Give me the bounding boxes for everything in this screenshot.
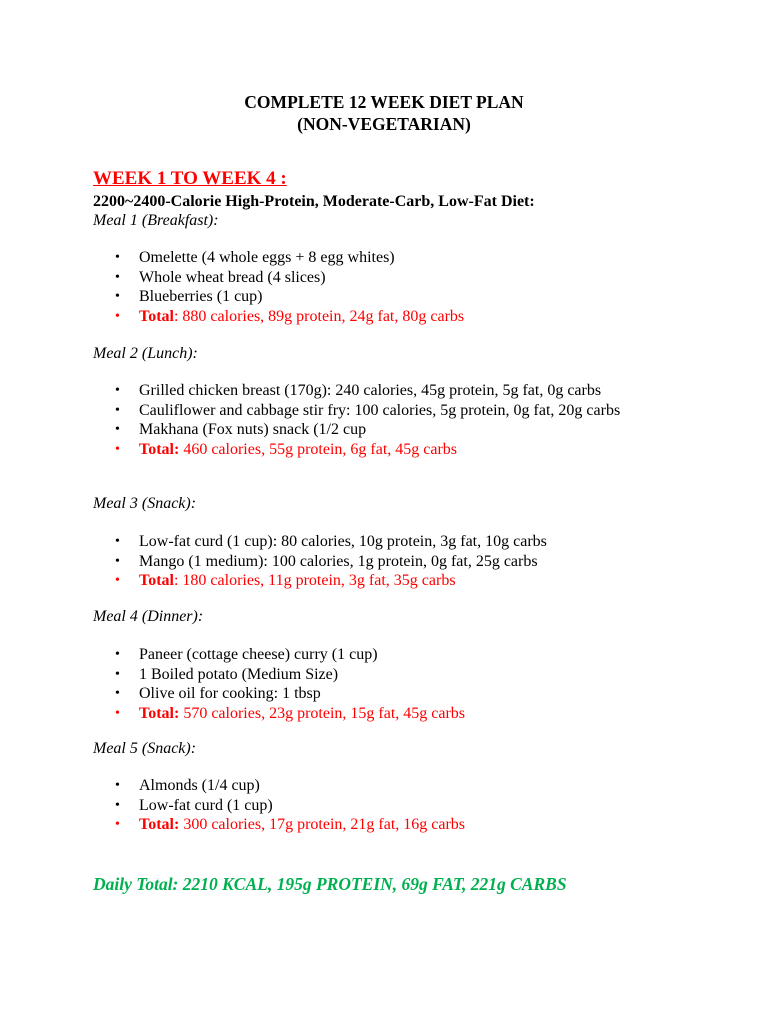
daily-total: Daily Total: 2210 KCAL, 195g PROTEIN, 69g FAT, 221g CARBS — [93, 874, 567, 894]
total-value: : 180 calories, 11g protein, 3g fat, 35g carbs — [173, 572, 456, 589]
list-item: • Mango (1 medium): 100 calories, 1g protein, 0g fat, 25g carbs — [93, 552, 693, 572]
meal-label-dinner: Meal 4 (Dinner): — [93, 608, 204, 625]
meal-items-snack-1 — [93, 532, 693, 591]
document-subtitle: (NON-VEGETARIAN) — [297, 114, 471, 134]
list-item: • Low-fat curd (1 cup) — [93, 796, 693, 816]
total-label: Total: — [139, 704, 180, 722]
meal-label-snack-1: Meal 3 (Snack): — [93, 495, 197, 512]
total-value: : 880 calories, 89g protein, 24g fat, 80g carbs — [173, 307, 465, 325]
week-heading: WEEK 1 TO WEEK 4 : — [93, 168, 287, 189]
total-value: 300 calories, 17g protein, 21g fat, 16g carbs — [179, 816, 466, 833]
meal-total — [93, 815, 693, 835]
list-item: • 1 Boiled potato (Medium Size) — [93, 665, 693, 685]
meal-label-snack-2: Meal 5 (Snack): — [93, 740, 197, 757]
total-value: 570 calories, 23g protein, 15g fat, 45g carbs — [179, 704, 466, 722]
list-item: • Omelette (4 whole eggs + 8 egg whites) — [93, 248, 693, 268]
meal-total — [93, 704, 693, 724]
list-item: • Low-fat curd (1 cup): 80 calories, 10g protein, 3g fat, 10g carbs — [93, 532, 693, 552]
meal-items-dinner — [93, 645, 693, 723]
meal-label-breakfast: Meal 1 (Breakfast): — [93, 212, 219, 229]
list-item: • Olive oil for cooking: 1 tbsp — [93, 684, 693, 704]
total-label: Total: — [139, 440, 180, 458]
total-label: Total — [139, 572, 174, 589]
meal-items-breakfast — [93, 248, 693, 326]
list-item: • Almonds (1/4 cup) — [93, 776, 693, 796]
diet-subheading: 2200~2400-Calorie High-Protein, Moderate-Carb, Low-Fat Diet: — [93, 193, 535, 210]
total-label: Total: — [139, 816, 180, 833]
list-item: • Cauliflower and cabbage stir fry: 100 calories, 5g protein, 0g fat, 20g carbs — [93, 401, 693, 421]
total-label: Total — [139, 307, 174, 325]
meal-total — [93, 307, 693, 327]
list-item: • Makhana (Fox nuts) snack (1/2 cup — [93, 420, 693, 440]
total-value: 460 calories, 55g protein, 6g fat, 45g carbs — [179, 440, 458, 458]
document-title: COMPLETE 12 WEEK DIET PLAN — [244, 92, 524, 112]
list-item: • Blueberries (1 cup) — [93, 287, 693, 307]
meal-total — [93, 440, 693, 460]
list-item: • Whole wheat bread (4 slices) — [93, 268, 693, 288]
list-item: • Paneer (cottage cheese) curry (1 cup) — [93, 645, 693, 665]
meal-items-lunch — [93, 381, 693, 459]
meal-total — [93, 571, 693, 591]
list-item: • Grilled chicken breast (170g): 240 calories, 45g protein, 5g fat, 0g carbs — [93, 381, 693, 401]
meal-items-snack-2 — [93, 776, 693, 835]
meal-label-lunch: Meal 2 (Lunch): — [93, 345, 198, 362]
